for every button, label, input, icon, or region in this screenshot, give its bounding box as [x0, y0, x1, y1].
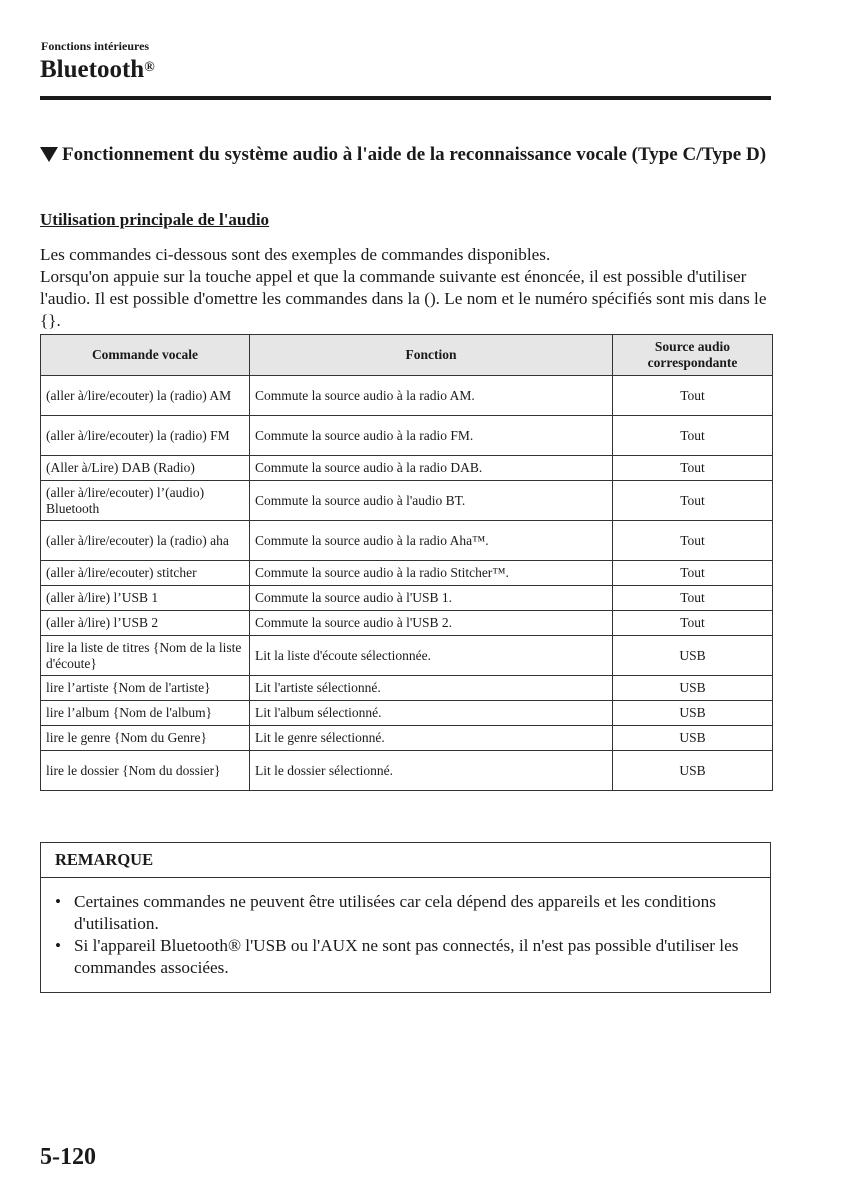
- command-cell: lire l’album {Nom de l'album}: [41, 701, 250, 726]
- bullet-icon: •: [55, 936, 62, 955]
- table-row: [41, 636, 773, 676]
- section-label: Fonctions intérieures: [41, 39, 150, 53]
- column-header-function: Fonction: [250, 335, 613, 376]
- page-title-text: Bluetooth: [40, 56, 145, 83]
- table-row: [41, 611, 773, 636]
- note-item: [55, 935, 755, 979]
- table-row: [41, 456, 773, 481]
- note-list: [55, 891, 755, 979]
- source-cell: USB: [613, 726, 773, 751]
- intro-paragraph: Lorsqu'on appuie sur la touche appel et que la commande suivante est énoncée, il est possible d'utiliser l'audio. Il est possible d'omettre les commandes dans la (). Le nom et le numéro spécifiés sont mis dans le {}.: [40, 267, 767, 330]
- note-item-text: Si l'appareil Bluetooth® l'USB ou l'AUX ne sont pas connectés, il n'est pas possible d'utiliser les commandes associées.: [74, 936, 739, 977]
- page-title: [40, 56, 155, 84]
- command-cell: (aller à/lire/ecouter) stitcher: [41, 561, 250, 586]
- command-cell: (aller à/lire/ecouter) la (radio) AM: [41, 376, 250, 416]
- source-cell: USB: [613, 701, 773, 726]
- function-cell: Commute la source audio à la radio Aha™.: [250, 521, 613, 561]
- function-cell: Commute la source audio à l'USB 2.: [250, 611, 613, 636]
- table-row: [41, 521, 773, 561]
- section-heading: [40, 143, 770, 166]
- source-cell: Tout: [613, 376, 773, 416]
- source-cell: Tout: [613, 481, 773, 521]
- command-cell: lire la liste de titres {Nom de la liste d'écoute}: [41, 636, 250, 676]
- intro-text: [40, 244, 775, 332]
- note-item: [55, 891, 755, 935]
- function-cell: Commute la source audio à la radio AM.: [250, 376, 613, 416]
- table-row: [41, 586, 773, 611]
- table-row: [41, 701, 773, 726]
- table-row: [41, 561, 773, 586]
- function-cell: Commute la source audio à la radio DAB.: [250, 456, 613, 481]
- bullet-icon: •: [55, 892, 62, 911]
- table-row: [41, 416, 773, 456]
- note-item-text: Certaines commandes ne peuvent être utilisées car cela dépend des appareils et les conditions d'utilisation.: [74, 892, 716, 933]
- command-cell: lire l’artiste {Nom de l'artiste}: [41, 676, 250, 701]
- command-cell: (Aller à/Lire) DAB (Radio): [41, 456, 250, 481]
- command-cell: (aller à/lire/ecouter) la (radio) aha: [41, 521, 250, 561]
- table-row: [41, 726, 773, 751]
- source-cell: USB: [613, 676, 773, 701]
- table-header-row: [41, 335, 773, 376]
- page-number: 5-120: [40, 1144, 96, 1170]
- source-cell: Tout: [613, 521, 773, 561]
- function-cell: Commute la source audio à la radio FM.: [250, 416, 613, 456]
- source-cell: Tout: [613, 561, 773, 586]
- function-cell: Lit le dossier sélectionné.: [250, 751, 613, 791]
- registered-mark: ®: [144, 60, 155, 75]
- source-cell: USB: [613, 751, 773, 791]
- table-row: [41, 751, 773, 791]
- triangle-down-icon: [40, 147, 58, 162]
- function-cell: Lit l'album sélectionné.: [250, 701, 613, 726]
- title-rule: [40, 96, 771, 100]
- command-cell: (aller à/lire/ecouter) l’(audio) Bluetooth: [41, 481, 250, 521]
- function-cell: Commute la source audio à la radio Stitcher™.: [250, 561, 613, 586]
- command-cell: lire le dossier {Nom du dossier}: [41, 751, 250, 791]
- function-cell: Lit l'artiste sélectionné.: [250, 676, 613, 701]
- source-cell: Tout: [613, 586, 773, 611]
- command-cell: lire le genre {Nom du Genre}: [41, 726, 250, 751]
- source-cell: Tout: [613, 611, 773, 636]
- function-cell: Commute la source audio à l'audio BT.: [250, 481, 613, 521]
- command-cell: (aller à/lire) l’USB 1: [41, 586, 250, 611]
- function-cell: Commute la source audio à l'USB 1.: [250, 586, 613, 611]
- intro-paragraph: Les commandes ci-dessous sont des exemples de commandes disponibles.: [40, 245, 551, 264]
- column-header-source: Source audio correspondante: [613, 335, 773, 376]
- note-box: [40, 842, 771, 993]
- source-cell: USB: [613, 636, 773, 676]
- command-cell: (aller à/lire/ecouter) la (radio) FM: [41, 416, 250, 456]
- section-heading-text: Fonctionnement du système audio à l'aide de la reconnaissance vocale (Type C/Type D): [62, 144, 767, 165]
- table-row: [41, 376, 773, 416]
- function-cell: Lit le genre sélectionné.: [250, 726, 613, 751]
- table-row: [41, 481, 773, 521]
- source-cell: Tout: [613, 456, 773, 481]
- table-row: [41, 676, 773, 701]
- voice-command-table: [40, 334, 773, 791]
- subheading: Utilisation principale de l'audio: [40, 210, 270, 229]
- function-cell: Lit la liste d'écoute sélectionnée.: [250, 636, 613, 676]
- command-cell: (aller à/lire) l’USB 2: [41, 611, 250, 636]
- column-header-command: Commande vocale: [41, 335, 250, 376]
- note-title: REMARQUE: [41, 843, 770, 878]
- source-cell: Tout: [613, 416, 773, 456]
